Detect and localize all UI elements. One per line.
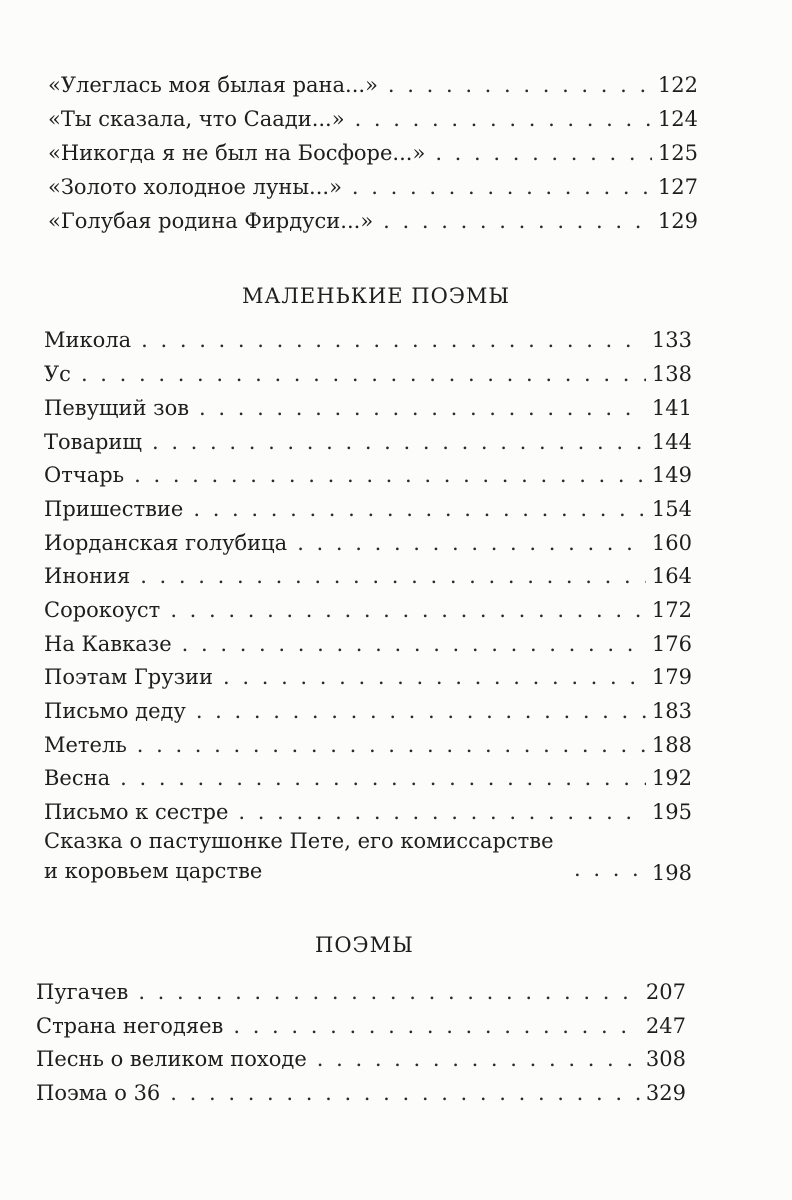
- toc-entry: [48, 208, 698, 234]
- toc-entry-title: Песнь о великом походе: [36, 1047, 307, 1071]
- toc-entry-title: «Золото холодное луны...»: [48, 175, 342, 199]
- dot-leader: [134, 462, 646, 488]
- dot-leader: [170, 1080, 640, 1106]
- toc-entry: [44, 698, 692, 724]
- dot-leader: [141, 327, 646, 353]
- toc-entry-page: 247: [645, 1014, 686, 1038]
- toc-entry: [44, 826, 692, 886]
- dot-leader: [140, 563, 646, 589]
- toc-entry-title: На Кавказе: [44, 632, 172, 656]
- toc-entry: [36, 1080, 686, 1106]
- dot-leader: [196, 698, 646, 724]
- dot-leader: [317, 1046, 640, 1072]
- toc-entry: [44, 597, 692, 623]
- toc-entry-title: Пришествие: [44, 497, 184, 521]
- toc-entry-title: Сорокоуст: [44, 598, 161, 622]
- toc-entry: [44, 732, 692, 758]
- dot-leader: [233, 1013, 640, 1039]
- toc-entry-title: Весна: [44, 766, 111, 790]
- toc-entry: [44, 563, 692, 589]
- dot-leader: [238, 799, 646, 825]
- toc-entry: [44, 395, 692, 421]
- toc-entry-title: Иорданская голубица: [44, 531, 288, 555]
- toc-entry: [36, 1013, 686, 1039]
- toc-entry-title: Письмо деду: [44, 699, 186, 723]
- toc-entry-title: Ус: [44, 362, 71, 386]
- dot-leader: [355, 106, 652, 132]
- toc-entry: [44, 496, 692, 522]
- toc-entry: [48, 140, 698, 166]
- toc-entry-page: 127: [657, 175, 698, 199]
- toc-entry-page: 141: [651, 396, 692, 420]
- toc-entry-page: 149: [651, 463, 692, 487]
- toc-entry-page: 207: [645, 980, 686, 1004]
- toc-entry-title: Письмо к сестре: [44, 800, 229, 824]
- toc-entry-title: Певущий зов: [44, 396, 190, 420]
- toc-entry-title: Метель: [44, 733, 127, 757]
- dot-leader: [81, 361, 646, 387]
- toc-entry-title: Пугачев: [36, 980, 129, 1004]
- toc-entry: [44, 799, 692, 825]
- toc-entry-page: 329: [645, 1081, 686, 1105]
- dot-leader: [352, 174, 652, 200]
- toc-entry-page: 122: [657, 73, 698, 97]
- toc-entry-title: «Никогда я не был на Босфоре...»: [48, 141, 426, 165]
- toc-entry-title: Отчарь: [44, 463, 125, 487]
- toc-entry-page: 124: [657, 107, 698, 131]
- toc-entry-page: 172: [651, 598, 692, 622]
- toc-entry-page: 179: [651, 665, 692, 689]
- toc-entry: [36, 979, 686, 1005]
- section-heading: МАЛЕНЬКИЕ ПОЭМЫ: [242, 284, 511, 308]
- toc-entry: [44, 327, 692, 353]
- toc-entry-page: 129: [657, 209, 698, 233]
- dot-leader: [199, 395, 646, 421]
- toc-entry-title: Товарищ: [44, 430, 142, 454]
- toc-entry: [36, 1046, 686, 1072]
- toc-entry-page: 176: [651, 632, 692, 656]
- dot-leader: [388, 72, 652, 98]
- toc-entry-title: «Голубая родина Фирдуси...»: [48, 209, 374, 233]
- toc-entry-title: Микола: [44, 328, 132, 352]
- dot-leader: [152, 429, 646, 455]
- dot-leader: [435, 140, 652, 166]
- section-heading: ПОЭМЫ: [315, 933, 414, 957]
- dot-leader: [193, 496, 646, 522]
- dot-leader: [574, 856, 646, 882]
- toc-entry-title: «Улеглась моя былая рана...»: [48, 73, 378, 97]
- dot-leader: [137, 732, 646, 758]
- dot-leader: [182, 631, 646, 657]
- toc-entry: [44, 765, 692, 791]
- toc-entry-title: «Ты сказала, что Саади...»: [48, 107, 345, 131]
- toc-entry-page: 192: [651, 766, 692, 790]
- toc-entry-page: 188: [651, 733, 692, 757]
- toc-entry-title: Сказка о пастушонке Пете, его комиссарстве и коровьем царстве: [44, 829, 554, 883]
- toc-entry-page: 183: [651, 699, 692, 723]
- toc-entry: [44, 361, 692, 387]
- toc-entry: [48, 174, 698, 200]
- toc-entry-title: Страна негодяев: [36, 1014, 224, 1038]
- dot-leader: [223, 664, 646, 690]
- toc-entry: [44, 462, 692, 488]
- toc-entry-page: 198: [651, 861, 692, 885]
- toc-entry-page: 195: [651, 800, 692, 824]
- toc-entry-page: 160: [651, 531, 692, 555]
- toc-entry: [44, 530, 692, 556]
- toc-entry-page: 154: [651, 497, 692, 521]
- toc-entry-page: 144: [651, 430, 692, 454]
- toc-entry: [44, 631, 692, 657]
- toc-entry-page: 133: [651, 328, 692, 352]
- toc-entry-title: Инония: [44, 564, 131, 588]
- toc-entry: [48, 72, 698, 98]
- dot-leader: [170, 597, 646, 623]
- toc-entry-title: Поэтам Грузии: [44, 665, 214, 689]
- dot-leader: [120, 765, 646, 791]
- toc-entry-title: Поэма о 36: [36, 1081, 161, 1105]
- toc-entry-page: 125: [657, 141, 698, 165]
- toc-entry: [44, 664, 692, 690]
- toc-entry-page: 138: [651, 362, 692, 386]
- toc-entry: [44, 429, 692, 455]
- dot-leader: [297, 530, 646, 556]
- dot-leader: [138, 979, 640, 1005]
- toc-entry-page: 308: [645, 1047, 686, 1071]
- toc-entry-page: 164: [651, 564, 692, 588]
- toc-entry: [48, 106, 698, 132]
- dot-leader: [383, 208, 652, 234]
